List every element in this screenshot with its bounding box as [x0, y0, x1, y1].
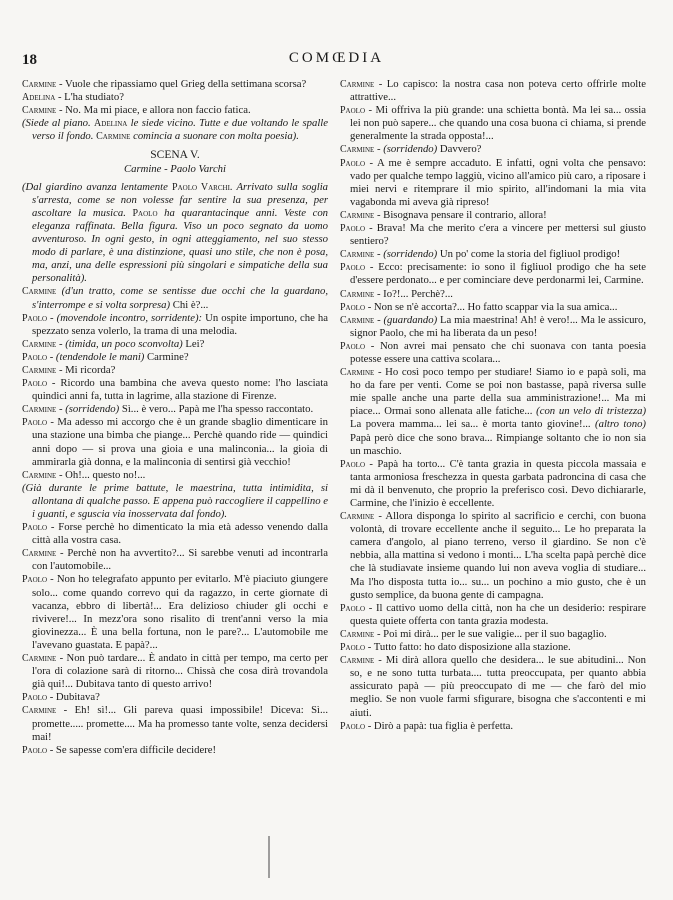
stage-direction: (Già durante le prime battute, le maestrina, tutta intimidita, si allontana di qualche passo. E appena può raccogliere il cappellino e i guanti, e sguscia via inosservata dal fondo). [22, 481, 328, 520]
dialogue-line: Paolo - (movendole incontro, sorridente): Un ospite importuno, che ha spezzato senza volerlo, la trama di una melodia. [22, 311, 328, 337]
dialogue-line: Paolo - Ecco: precisamente: io sono il figliuol prodigo che ha sete d'essere perdonato... e per cominciare deve perdonarmi lei, Carmine. [340, 261, 646, 287]
dialogue-line: Paolo - Il cattivo uomo della città, non ha che un desiderio: respirare questa quiete offerta con tanta grazia modesta. [340, 601, 647, 627]
dialogue-line: Paolo - (tendendole le mani) Carmine? [22, 350, 189, 363]
dialogue-line: Carmine - Vuole che ripassiamo quel Grieg della settimana scorsa? [22, 78, 307, 90]
dialogue-line: Paolo - Non avrei mai pensato che chi suonava con tanta poesia potesse essere una cattiva scolara... [340, 339, 646, 365]
speaker: Carmine [22, 105, 57, 117]
speaker: Adelina [22, 92, 56, 104]
dialogue-line: Paolo - Tutto fatto: ho dato disposizione alla stazione. [340, 641, 571, 654]
dialogue-line: Carmine (d'un tratto, come se sentisse due occhi che la guardano, s'interrompe e si volta sorpresa) Chi è?... [22, 285, 329, 311]
dialogue-line: Carmine - Non può tardare... È andato in città per tempo, ma certo per l'ora di colazione sarà di ritorno... Chissà che cosa dirà trovandola già qui!... Dubitava tanto di questo arrivo! [22, 652, 328, 691]
dialogue-line: Paolo - Dubitava? [22, 691, 100, 704]
dialogue-line: Paolo - Non se n'è accorta?... Ho fatto scappar via la sua amica... [340, 300, 618, 313]
dialogue-line: Paolo - Se sapesse com'era difficile decidere! [22, 743, 217, 756]
stage-direction: (Dal giardino avanza lentamente Paolo Varchi. Arrivato sulla soglia s'arresta, come se non volesse far sentire la sua presenza, per ascoltare la musica. Paolo ha quarantacinque anni. Veste con eleganza raffinata. Bella figura. Viso un poco segnato da uomo avventuroso. In ogni gesto, in ogni atteggiamento, nel suo stesso modo di parlare, è una distinzione, quasi uno stile, che non è posa, ma, anzi, una delle espressioni più singolari e simpatiche della sua personalità). [22, 180, 329, 285]
dialogue-line: Carmine - (sorridendo) Sì... è vero... Papà me l'ha spesso raccontato. [22, 403, 314, 416]
dialogue-line: Carmine - Lo capisco: la nostra casa non poteva certo offrirle molte attrattive... [340, 78, 646, 104]
pencil-mark [268, 836, 270, 878]
dialogue-line: Carmine - Oh!... questo no!... [22, 468, 146, 481]
dialogue-line: Paolo - Papà ha torto... C'è tanta grazia in questa piccola massaia e tanta armoniosa freschezza in questa garbata padroncina di casa che mi dà il benvenuto, che proprio la preferisco così. Devo dichiararle, Carmine, che l'inizio è eccellente. [340, 457, 647, 509]
scene-title: SCENA V. [150, 149, 200, 162]
dialogue-line: Paolo - Dirò a papà: tua figlia è perfetta. [340, 719, 514, 732]
page-number: 18 [22, 52, 37, 68]
stage-direction: (Siede al piano. Adelina le siede vicino. Tutte e due voltando le spalle verso il fondo. Carmine comincia a suonare con molta poesia). [22, 117, 329, 143]
dialogue-line: Paolo - Ricordo una bambina che aveva questo nome: l'ho lasciata quindici anni fa, tutta in lagrime, alla stazione di Firenze. [22, 377, 329, 403]
left-column [22, 78, 328, 757]
dialogue-line: Carmine - Ho così poco tempo per studiare! Siamo io e papà soli, ma ho da fare per venti. Come se poi non bastasse, papà riversa sulle mie spalle anche una parte della sua amministrazione!... Ma mi piace... Ormai sono allenata alle fatiche... (con un velo di tristezza) La povera mamma... lei sa... è morta tanto giovine!... (altro tono) Papà però dice che sono brava... Rimpiange soltanto che io non sia un maschio. [340, 366, 647, 457]
dialogue-line: Carmine - (guardando) La mia maestrina! Ah! è vero!... Ma le assicuro, signor Paolo, che mi ha liberata da un peso! [340, 313, 646, 339]
dialogue-line: Carmine - Perchè non ha avvertito?... Si sarebbe venuti ad incontrarla con l'automobile... [22, 547, 329, 573]
speaker: Carmine [22, 79, 57, 90]
dialogue-line: Paolo - Forse perchè ho dimenticato la mia età adesso venendo dalla città alla vostra casa. [22, 521, 329, 547]
dialogue-line: Adelina - L'ha studiato? [22, 91, 124, 104]
dialogue-line: Carmine - (sorridendo) Davvero? [340, 143, 482, 156]
dialogue-line: Carmine - Eh! sì!... Gli pareva quasi impossibile! Diceva: Sì... promette..... promette.... Ma ha promesso tante volte, senza decidersi mai! [22, 704, 329, 743]
dialogue-line: Carmine - (timida, un poco sconvolta) Lei? [22, 337, 205, 350]
journal-title: COMŒDIA [288, 50, 385, 66]
dialogue-line: Carmine - Poi mi dirà... per le sue valigie... per il suo bagaglio. [340, 627, 607, 640]
dialogue-line: Paolo - Non ho telegrafato appunto per evitarlo. M'è piaciuto giungere solo... come quando correvo qui da ragazzo, in certe giornate di vacanza, ebbro di libertà!... Era delizioso chiuder gli occhi e rivivere!... In mezz'ora sono risalito di trent'anni verso la mia giovinezza... È una bella fortuna, non le pare?... L'automobile me l'avevano guastata. E papà?... [22, 573, 328, 651]
right-column [340, 78, 646, 733]
dialogue-line: Paolo - Ma adesso mi accorgo che è un grande sbaglio dimenticare in una stazione una bimba che piange... Perchè quando ride — quindici anni dopo — si prova una gioia e una malinconia... la gioia di ammirarla già donna, e la malinconia di sentirsi già vecchio! [22, 416, 328, 468]
dialogue-line: Paolo - A me è sempre accaduto. E infatti, ogni volta che pensavo: vado per qualche tempo laggiù, vicino all'amico più caro, a riposare i miei nervi e ritemprare il mio spirito, all'indomani la mia vita vagabonda mi aveva già ripreso! [340, 156, 647, 208]
dialogue-line: Carmine - Mi dirà allora quello che desidera... le sue abitudini... Non so, e ne sono tutta turbata.... tutta preoccupata, per quanto abbia assicurato papà — più preoccupato di me — che farò del mio meglio. Se non vuole farmi sfigurare, bisogna che s'accontenti e mi aiuti. [340, 654, 646, 719]
dialogue-line: Carmine - Bisognava pensare il contrario, allora! [340, 208, 547, 221]
scene-characters: Carmine - Paolo Varchi [123, 162, 226, 175]
dialogue-line: Carmine - No. Ma mi piace, e allora non faccio fatica. [22, 104, 251, 117]
dialogue-line: Paolo - Brava! Ma che merito c'era a vincere per mettersi sul giusto sentiero? [340, 222, 647, 248]
dialogue-line: Carmine - Mi ricorda? [22, 363, 116, 376]
dialogue-line: Paolo - Mi offriva la più grande: una schietta bontà. Ma lei sa... ossia lei non può sapere... che quando una cosa buona ci chiama, si prende generalmente la strada opposta!... [340, 104, 647, 143]
dialogue-line: Carmine - (sorridendo) Un po' come la storia del figliuol prodigo! [340, 248, 621, 261]
dialogue-line: Carmine - Io?!... Perchè?... [340, 287, 453, 300]
dialogue-line: Carmine - Allora disponga lo spirito al sacrificio e cerchi, con buona volontà, di trovare eccellente anche il seguito... Le ho preparata la camera d'angolo, al piano terreno, verso il giardino. Se non c'è nebbia, alla mattina si vedono i monti... L'ha scelta papà perchè dice che là studiavate insieme quando lui non aveva voglia di studiare... Ma l'ho disposta tutta io... su... un pochino a mio gusto, che è un gusto semplice, da buona gente di campagna. [340, 510, 646, 601]
